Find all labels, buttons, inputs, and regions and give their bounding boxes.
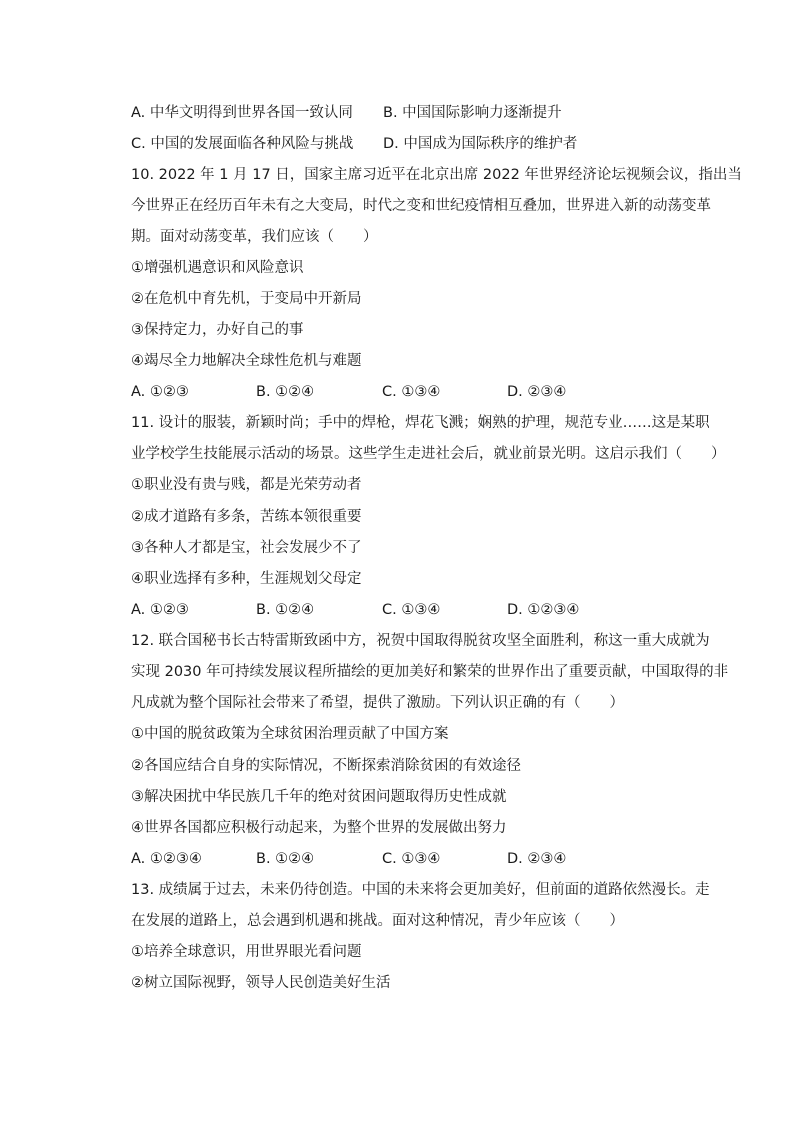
q11-option-c: C. ①③④ (382, 602, 441, 618)
q12-item-2: ②各国应结合自身的实际情况，不断探索消除贫困的有效途径 (131, 758, 521, 774)
q11-stem-line-1: 11. 设计的服装，新颖时尚；手中的焊枪，焊花飞溅；娴熟的护理，规范专业……这是某职 (131, 415, 710, 431)
q10-option-c: C. ①③④ (382, 384, 441, 400)
q10-stem-line-2: 今世界正在经历百年未有之大变局，时代之变和世纪疫情相互叠加，世界进入新的动荡变革 (131, 198, 711, 214)
q10-item-3: ③保持定力，办好自己的事 (131, 322, 304, 338)
q12-item-1: ①中国的脱贫政策为全球贫困治理贡献了中国方案 (131, 726, 449, 742)
q11-item-2: ②成才道路有多条，苦练本领很重要 (131, 509, 362, 525)
q11-stem-line-2: 业学校学生技能展示活动的场景。这些学生走进社会后，就业前景光明。这启示我们（ ） (131, 446, 726, 462)
q13-stem-line-2: 在发展的道路上，总会遇到机遇和挑战。面对这种情况，青少年应该（ ） (131, 913, 624, 929)
q12-stem-line-3: 凡成就为整个国际社会带来了希望，提供了激励。下列认识正确的有（ ） (131, 695, 624, 711)
q10-item-2: ②在危机中育先机，于变局中开新局 (131, 291, 362, 307)
q11-item-1: ①职业没有贵与贱，都是光荣劳动者 (131, 477, 362, 493)
q12-item-4: ④世界各国都应积极行动起来，为整个世界的发展做出努力 (131, 820, 507, 836)
q12-stem-line-1: 12. 联合国秘书长古特雷斯致函中方，祝贺中国取得脱贫攻坚全面胜利，称这一重大成就为 (131, 633, 710, 649)
q12-option-c: C. ①③④ (382, 851, 441, 867)
q10-option-a: A. ①②③ (131, 384, 189, 400)
q9-option-a: A. 中华文明得到世界各国一致认同 (131, 105, 353, 121)
q11-option-d: D. ①②③④ (507, 602, 580, 618)
q9-option-c: C. 中国的发展面临各种风险与挑战 (131, 136, 354, 152)
q10-option-b: B. ①②④ (256, 384, 315, 400)
q10-option-d: D. ②③④ (507, 384, 567, 400)
q12-stem-line-2: 实现 2030 年可持续发展议程所描绘的更加美好和繁荣的世界作出了重要贡献，中国取得的非 (131, 664, 729, 680)
q12-item-3: ③解决困扰中华民族几千年的绝对贫困问题取得历史性成就 (131, 789, 507, 805)
q11-option-a: A. ①②③ (131, 602, 189, 618)
q12-option-a: A. ①②③④ (131, 851, 202, 867)
q10-item-4: ④竭尽全力地解决全球性危机与难题 (131, 353, 362, 369)
q11-option-b: B. ①②④ (256, 602, 315, 618)
q13-stem-line-1: 13. 成绩属于过去，未来仍待创造。中国的未来将会更加美好，但前面的道路依然漫长。走 (131, 882, 710, 898)
q9-option-d: D. 中国成为国际秩序的维护者 (383, 136, 578, 152)
q10-stem-line-1: 10. 2022 年 1 月 17 日，国家主席习近平在北京出席 2022 年世界经济论坛视频会议，指出当 (131, 167, 742, 183)
q11-item-4: ④职业选择有多种，生涯规划父母定 (131, 571, 362, 587)
q12-option-b: B. ①②④ (256, 851, 315, 867)
q12-option-d: D. ②③④ (507, 851, 567, 867)
q11-item-3: ③各种人才都是宝，社会发展少不了 (131, 540, 362, 556)
q10-item-1: ①增强机遇意识和风险意识 (131, 260, 304, 276)
q10-stem-line-3: 期。面对动荡变革，我们应该（ ） (131, 229, 378, 245)
q9-option-b: B. 中国国际影响力逐渐提升 (383, 105, 562, 121)
q13-item-1: ①培养全球意识，用世界眼光看问题 (131, 944, 362, 960)
q13-item-2: ②树立国际视野，领导人民创造美好生活 (131, 975, 391, 991)
